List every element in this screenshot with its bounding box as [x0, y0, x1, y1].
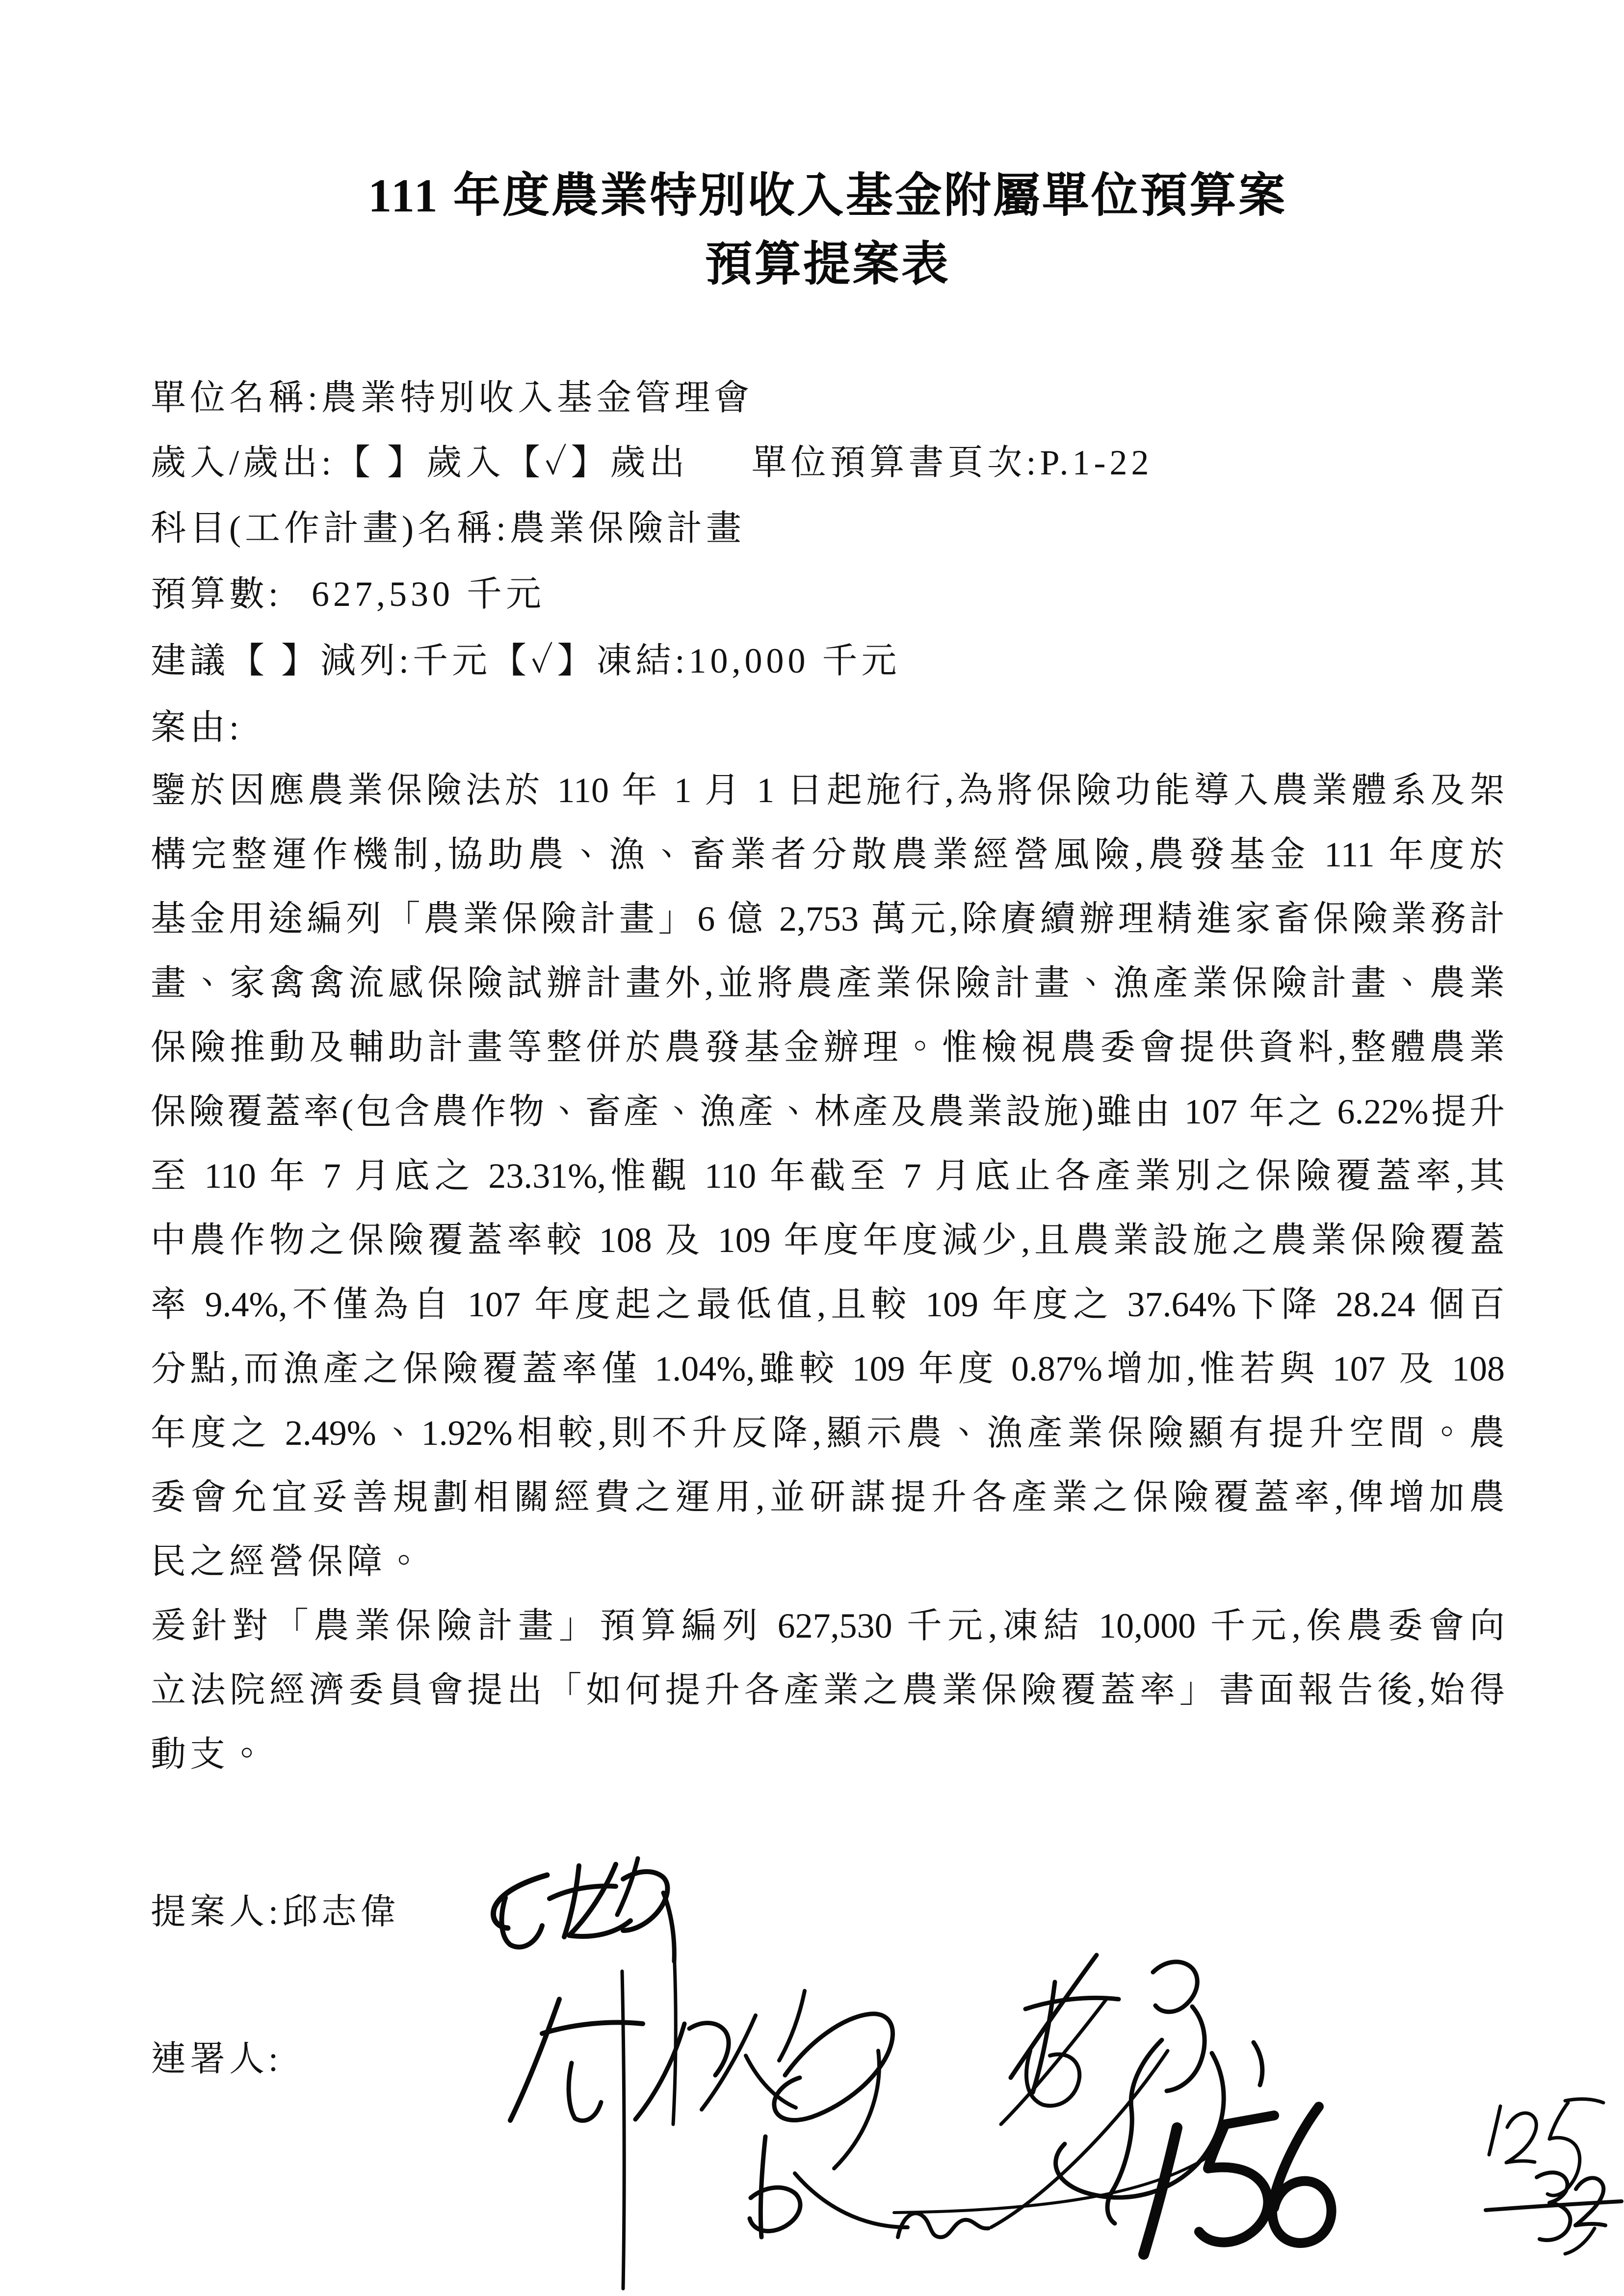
paragraph-line: 率 9.4%,不僅為自 107 年度起之最低值,且較 109 年度之 37.64%下降 28.24 個百: [151, 1285, 1505, 1324]
paragraph-line: 構完整運作機制,協助農、漁、畜業者分散農業經營風險,農發基金 111 年度於: [151, 835, 1505, 874]
paragraph-line: 保險推動及輔助計畫等整併於農發基金辦理。惟檢視農委會提供資料,整體農業: [151, 1028, 1505, 1067]
field-budget-value: 627,530 千元: [312, 574, 546, 614]
handwritten-corner-note: [1486, 2099, 1622, 2254]
paragraph-line: 鑒於因應農業保險法於 110 年 1 月 1 日起施行,為將保險功能導入農業體系及架: [151, 771, 1505, 810]
proposer-label: 提案人:邱志偉: [151, 1892, 400, 1931]
paragraph-line: 分點,而漁產之保險覆蓋率僅 1.04%,雖較 109 年度 0.87%增加,惟若與 107 及 108: [151, 1349, 1505, 1388]
field-budget-book-page: 單位預算書頁次:P.1-22: [751, 443, 1153, 482]
paragraph-line: 畫、家禽禽流感保險試辦計畫外,並將農產業保險計畫、漁產業保險計畫、農業: [151, 964, 1505, 1003]
paragraph-line: 立法院經濟委員會提出「如何提升各產業之農業保險覆蓋率」書面報告後,始得: [151, 1670, 1505, 1710]
field-proposal-freeze: 建議【 】減列:千元【✓】凍結:10,000 千元: [151, 641, 901, 680]
field-budget-label: 預算數:: [151, 574, 283, 614]
field-subject: 科目(工作計畫)名稱:農業保險計畫: [151, 509, 745, 548]
document-subtitle: 預算提案表: [705, 238, 950, 290]
cosigner-signature-2: [894, 1955, 1262, 2213]
field-unit-name: 單位名稱:農業特別收入基金管理會: [151, 378, 754, 417]
document-title: 111 年度農業特別收入基金附屬單位預算案: [368, 169, 1287, 222]
paragraph-line: 年度之 2.49%、1.92%相較,則不升反降,顯示農、漁產業保險顯有提升空間。農: [151, 1413, 1505, 1453]
handwritten-number-156: [1144, 2107, 1332, 2254]
paragraph-line: 中農作物之保險覆蓋率較 108 及 109 年度年度減少,且農業設施之農業保險覆蓋: [151, 1221, 1505, 1260]
strikethrough-line: [1486, 2201, 1622, 2210]
cosigner-label: 連署人:: [151, 2039, 283, 2079]
case-reason-label: 案由:: [151, 708, 243, 747]
field-in-out-row: [151, 434, 1505, 485]
field-budget-row: [151, 565, 1505, 616]
paragraph-line: 民之經營保障。: [151, 1542, 426, 1581]
paragraph-line: 爰針對「農業保險計畫」預算編列 627,530 千元,凍結 10,000 千元,俟農委會向: [151, 1606, 1505, 1645]
cosigner-signature-1: [510, 1971, 893, 2289]
paragraph-line: 至 110 年 7 月底之 23.31%,惟觀 110 年截至 7 月底止各產業別之保險覆蓋率,其: [151, 1156, 1505, 1196]
paragraph-line: 基金用途編列「農業保險計畫」6 億 2,753 萬元,除賡續辦理精進家畜保險業務計: [151, 899, 1505, 939]
field-in-out-checkboxes: 歲入/歲出:【 】歲入【✓】歲出: [151, 443, 689, 482]
paragraph-line: 保險覆蓋率(包含農作物、畜產、漁產、林產及農業設施)雖由 107 年之 6.22%提升: [151, 1092, 1505, 1131]
paragraph-line: 委會允宜妥善規劃相關經費之運用,並研謀提升各產業之保險覆蓋率,俾增加農: [151, 1478, 1505, 1517]
paragraph-line: 動支。: [151, 1735, 269, 1774]
